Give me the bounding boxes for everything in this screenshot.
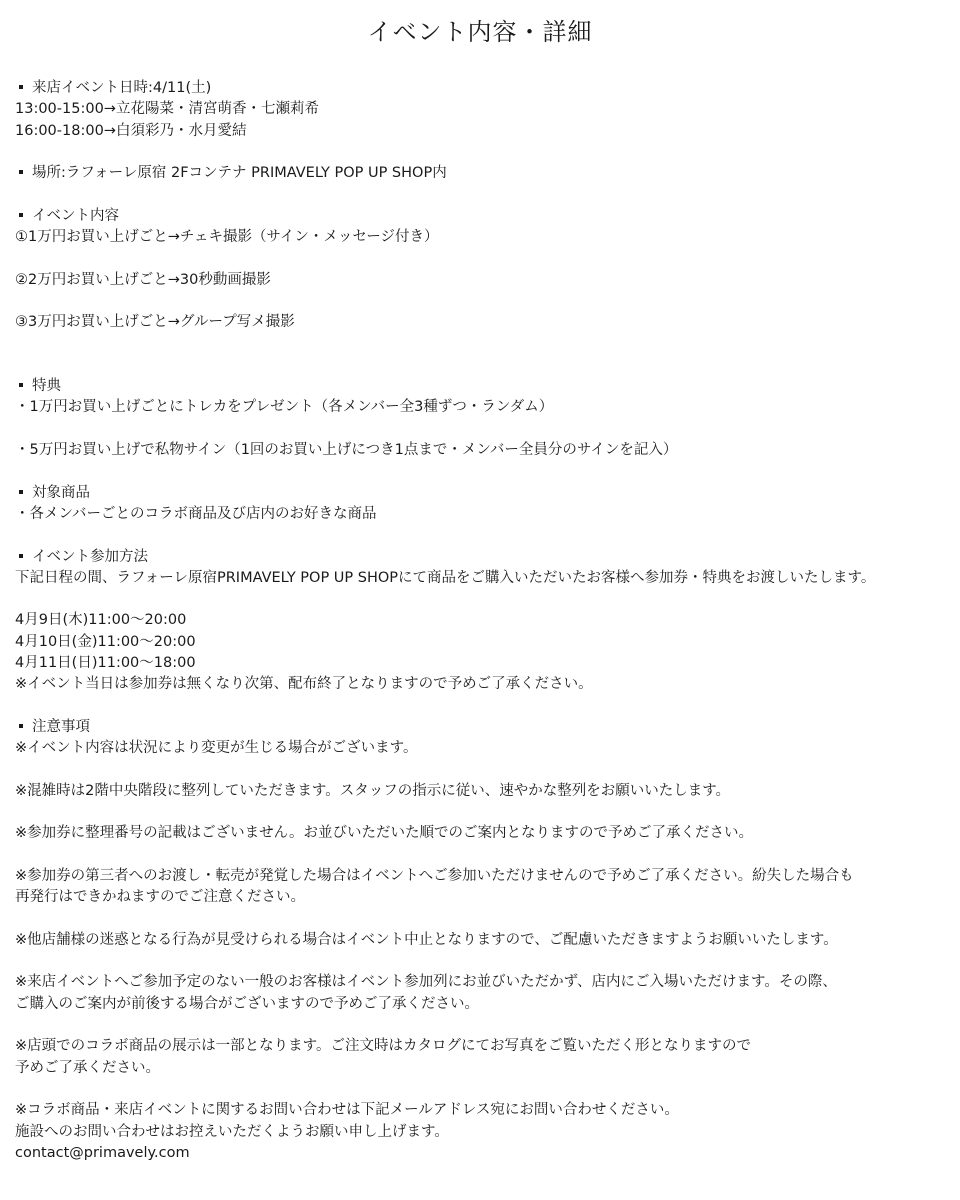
contact-email: contact@primavely.com (15, 1144, 190, 1161)
notes-heading (15, 717, 950, 738)
participation-date-2: 4月10日(金)11:00〜20:00 (15, 633, 196, 650)
visit-event-heading-text: 来店イベント日時:4/11(土) (32, 80, 212, 96)
participation-date-1: 4月9日(木)11:00〜20:00 (15, 612, 187, 629)
benefits-heading (15, 376, 950, 397)
bullet-marker (19, 170, 23, 174)
note-7-line-2: 予めご了承ください。 (15, 1059, 160, 1076)
note-3: ※参加券に整理番号の記載はございません。お並びいただいた順でのご案内となりますので予めご了承ください。 (15, 825, 754, 842)
visit-event-heading (15, 78, 950, 99)
event-content-item-3: ③3万円お買い上げごと→グループ写メ撮影 (15, 314, 295, 331)
target-products-heading (15, 483, 950, 504)
visit-event-slot-1: 13:00-15:00→立花陽菜・清宮萌香・七瀬莉希 (15, 101, 319, 118)
event-details-body (15, 78, 950, 1164)
note-7-line-1: ※店頭でのコラボ商品の展示は一部となります。ご注文時はカタログにてお写真をご覧いただく形となりますので (15, 1038, 751, 1055)
note-6-line-1: ※来店イベントへご参加予定のない一般のお客様はイベント参加列にお並びいただかず、店内にご入場いただけます。その際、 (15, 974, 837, 991)
bullet-marker (19, 724, 23, 728)
event-content-item-2: ②2万円お買い上げごと→30秒動画撮影 (15, 271, 271, 288)
bullet-marker (19, 554, 23, 558)
bullet-marker (19, 383, 23, 387)
location-heading (15, 163, 950, 184)
note-6-line-2: ご購入のご案内が前後する場合がございますので予めご了承ください。 (15, 995, 479, 1012)
event-content-heading (15, 206, 950, 227)
note-2: ※混雑時は2階中央階段に整列していただきます。スタッフの指示に従い、速やかな整列をお願いいたします。 (15, 782, 731, 799)
target-products-item-1: ・各メンバーごとのコラボ商品及び店内のお好きな商品 (15, 505, 377, 522)
note-4-line-2: 再発行はできかねますのでご注意ください。 (15, 889, 305, 906)
notes-heading-text: 注意事項 (32, 718, 90, 735)
note-8-line-1: ※コラボ商品・来店イベントに関するお問い合わせは下記メールアドレス宛にお問い合わせください。 (15, 1102, 679, 1119)
event-content-heading-text: イベント内容 (32, 207, 119, 224)
note-5: ※他店舗様の迷惑となる行為が見受けられる場合はイベント中止となりますので、ご配慮いただきますようお願いいたします。 (15, 931, 838, 948)
bullet-marker (19, 85, 23, 89)
page-title: イベント内容・詳細 (367, 18, 593, 46)
participation-note: ※イベント当日は参加券は無くなり次第、配布終了となりますので予めご了承ください。 (15, 676, 593, 693)
benefits-item-2: ・5万円お買い上げで私物サイン（1回のお買い上げにつき1点まで・メンバー全員分のサインを記入） (15, 442, 678, 459)
participation-description: 下記日程の間、ラフォーレ原宿PRIMAVELY POP UP SHOPにて商品をご購入いただいたお客様へ参加券・特典をお渡しいたします。 (15, 569, 876, 586)
location-heading-text: 場所:ラフォーレ原宿 2Fコンテナ PRIMAVELY POP UP SHOP内 (32, 165, 447, 182)
note-4-line-1: ※参加券の第三者へのお渡し・転売が発覚した場合はイベントへご参加いただけませんので予めご了承ください。紛失した場合も (15, 867, 854, 884)
bullet-marker (19, 490, 23, 494)
participation-date-3: 4月11日(日)11:00〜18:00 (15, 655, 196, 672)
note-8-line-2: 施設へのお問い合わせはお控えいただくようお願い申し上げます。 (15, 1123, 449, 1140)
participation-heading-text: イベント参加方法 (32, 548, 148, 565)
benefits-item-1: ・1万円お買い上げごとにトレカをプレゼント（各メンバー全3種ずつ・ランダム） (15, 399, 554, 416)
target-products-heading-text: 対象商品 (32, 484, 90, 501)
benefits-heading-text: 特典 (32, 378, 61, 395)
visit-event-slot-2: 16:00-18:00→白須彩乃・水月愛結 (15, 122, 247, 139)
bullet-marker (19, 213, 23, 217)
note-1: ※イベント内容は状況により変更が生じる場合がございます。 (15, 740, 418, 757)
participation-heading (15, 547, 950, 568)
event-content-item-1: ①1万円お買い上げごと→チェキ撮影（サイン・メッセージ付き） (15, 229, 439, 246)
